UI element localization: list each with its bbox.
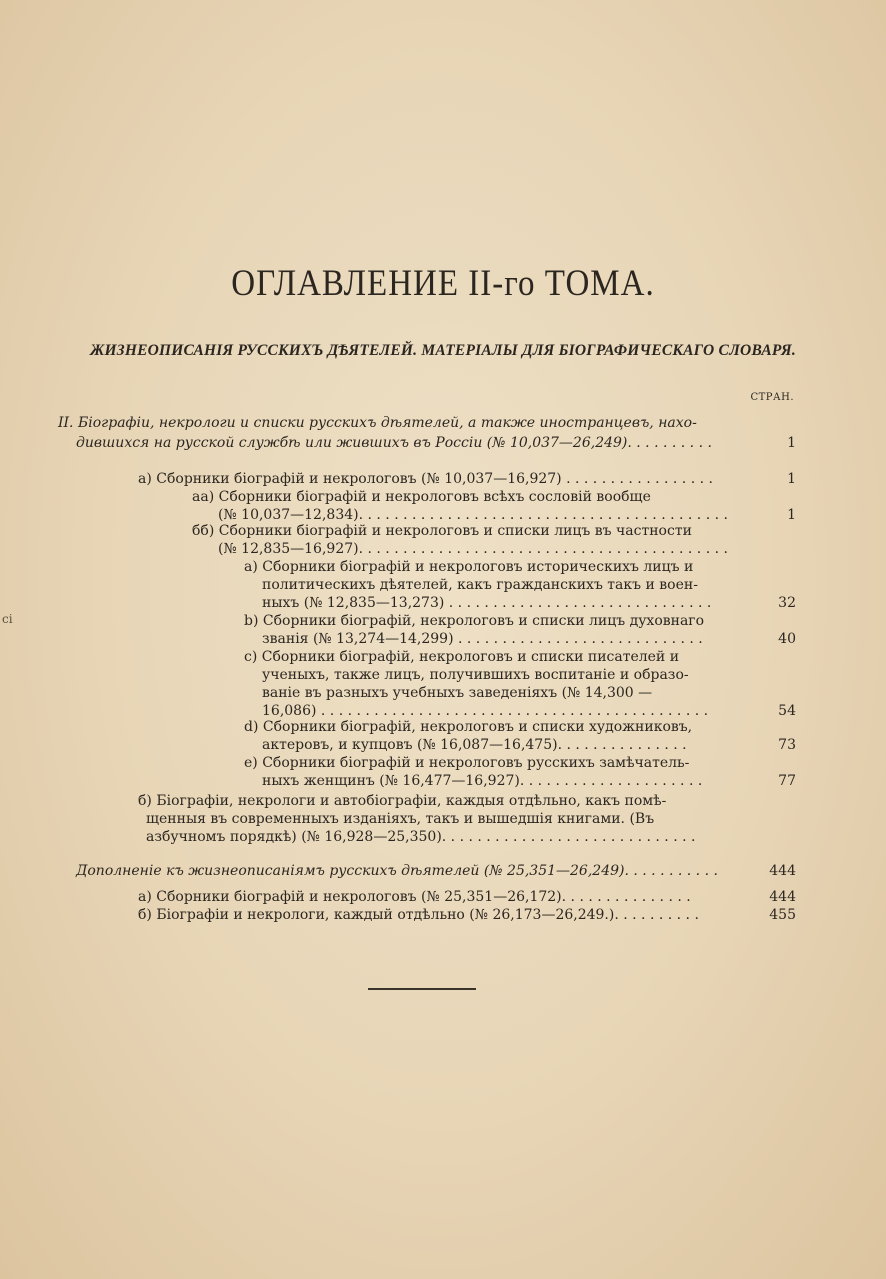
toc-line: щенныя въ современныхъ изданіяхъ, такъ и вышедшія книгами. (Въ (146, 811, 655, 827)
toc-line: (№ 10,037—12,834). . . . . . . . . . . . . . . . . . . . . . . . . . . . . . . . . . . . . . . . . . (218, 507, 728, 523)
toc-line: ныхъ женщинъ (№ 16,477—16,927). . . . . . . . . . . . . . . . . . . . . (262, 773, 703, 789)
toc-line: ныхъ (№ 12,835—13,273) . . . . . . . . . . . . . . . . . . . . . . . . . . . . . . (262, 595, 712, 611)
toc-page-number: 1 (787, 507, 796, 523)
toc-line: а) Сборники біографій и некрологовъ (№ 10,037—16,927) . . . . . . . . . . . . . . . . . (138, 471, 713, 487)
page-subtitle: ЖИЗНЕОПИСАНІЯ РУССКИХЪ ДѢЯТЕЛЕЙ. МАТЕРІАЛЫ ДЛЯ БІОГРАФИЧЕСКАГО СЛОВАРЯ. (90, 342, 796, 359)
toc-page-number: 455 (769, 907, 796, 923)
closing-rule (368, 988, 476, 990)
toc-line: аа) Сборники біографій и некрологовъ всѣхъ сословій вообще (192, 489, 651, 505)
page-column-header: СТРАН. (750, 392, 794, 403)
toc-line: актеровъ, и купцовъ (№ 16,087—16,475). . . . . . . . . . . . . . . (262, 737, 687, 753)
toc-line: 16,086) . . . . . . . . . . . . . . . . . . . . . . . . . . . . . . . . . . . . . . . . . . . . (262, 703, 709, 719)
toc-page-number: 1 (787, 435, 796, 451)
toc-line: II. Біографіи, некрологи и списки русскихъ дѣятелей, а также иностранцевъ, нахо- (58, 415, 697, 431)
toc-line: дившихся на русской службѣ или жившихъ въ Россіи (№ 10,037—26,249). . . . . . . . . . (76, 435, 712, 451)
toc-line: б) Біографіи и некрологи, каждый отдѣльно (№ 26,173—26,249.). . . . . . . . . . (138, 907, 699, 923)
toc-page-number: 444 (769, 863, 796, 879)
toc-line: b) Сборники біографій, некрологовъ и списки лицъ духовнаго (244, 613, 705, 629)
page-title: ОГЛАВЛЕНИЕ II-го ТОМА. (231, 263, 655, 305)
toc-page-number: 73 (778, 737, 796, 753)
margin-fragment: сі (2, 612, 13, 626)
toc-line: ученыхъ, также лицъ, получившихъ воспитаніе и образо- (262, 667, 689, 683)
toc-line: (№ 12,835—16,927). . . . . . . . . . . . . . . . . . . . . . . . . . . . . . . . . . . . . . . . . . (218, 541, 728, 557)
toc-page-number: 77 (778, 773, 796, 789)
toc-page-number: 444 (769, 889, 796, 905)
toc-line: d) Сборники біографій, некрологовъ и списки художниковъ, (244, 719, 693, 735)
toc-line: e) Сборники біографій и некрологовъ русскихъ замѣчатель- (244, 755, 690, 771)
toc-line: азбучномъ порядкѣ) (№ 16,928—25,350). . . . . . . . . . . . . . . . . . . . . . . . . . . . . (146, 829, 696, 845)
toc-line: c) Сборники біографій, некрологовъ и списки писателей и (244, 649, 680, 665)
toc-line: Дополненіе къ жизнеописаніямъ русскихъ дѣятелей (№ 25,351—26,249). . . . . . . . . . . (76, 863, 718, 879)
toc-page-number: 54 (778, 703, 796, 719)
toc-line: а) Сборники біографій и некрологовъ (№ 25,351—26,172). . . . . . . . . . . . . . . (138, 889, 691, 905)
toc-line: званія (№ 13,274—14,299) . . . . . . . . . . . . . . . . . . . . . . . . . . . . (262, 631, 703, 647)
toc-page-number: 32 (778, 595, 796, 611)
toc-page-number: 40 (778, 631, 796, 647)
toc-page-number: 1 (787, 471, 796, 487)
toc-line: б) Біографіи, некрологи и автобіографіи, каждыя отдѣльно, какъ помѣ- (138, 793, 667, 809)
toc-line: ваніе въ разныхъ учебныхъ заведеніяхъ (№ 14,300 — (262, 685, 653, 701)
toc-line: бб) Сборники біографій и некрологовъ и списки лицъ въ частности (192, 523, 692, 539)
toc-line: а) Сборники біографій и некрологовъ историческихъ лицъ и (244, 559, 694, 575)
toc-line: политическихъ дѣятелей, какъ гражданскихъ такъ и воен- (262, 577, 698, 593)
